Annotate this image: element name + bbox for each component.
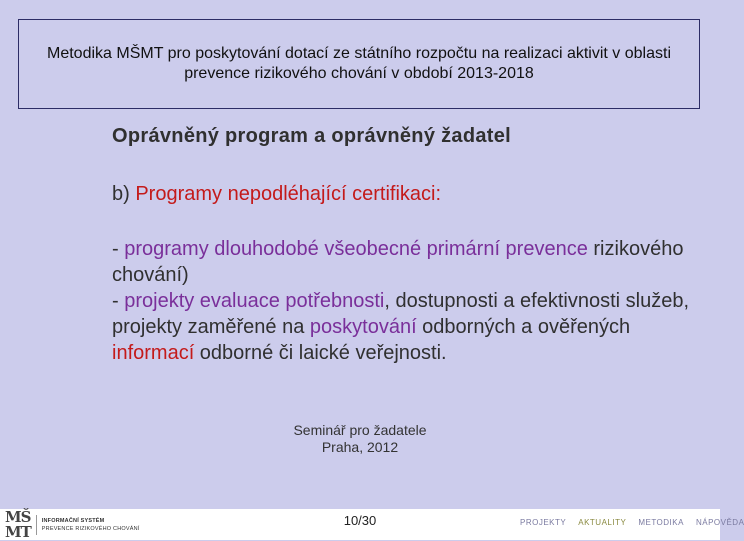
logo-mark [5,510,31,540]
logo-line-2: PREVENCE RIZIKOVÉHO CHOVÁNÍ [41,526,140,532]
logo-divider [36,515,37,535]
nav-aktuality[interactable]: AKTUALITY [578,518,627,527]
section-heading: Oprávněný program a oprávněný žadatel [112,125,511,147]
subheading [112,183,441,206]
p2-highlight-2: poskytování [309,316,417,338]
seminar-caption [230,422,490,456]
logo-line-1: INFORMAČNÍ SYSTÉM [41,518,105,524]
nav-projekty[interactable]: PROJEKTY [520,518,567,527]
seminar-line-1: Seminář pro žadatele [293,422,427,438]
seminar-line-2: Praha, 2012 [321,439,399,455]
p2-dash: - [112,290,125,312]
footer-bar [0,508,744,541]
nav-metodika[interactable]: METODIKA [638,518,684,527]
p2-highlight-1: projekty evaluace potřebnosti [124,290,385,312]
subheading-prefix: b) [112,183,136,205]
logo-mark-top: MŠ [5,508,31,526]
slide-title: Metodika MŠMT pro poskytování dotací ze státního rozpočtu na realizaci aktivit v oblasti prevence rizikového chování v období 2013-2018 [47,45,671,82]
p2-mid: , dostupnosti a efektivnosti služeb, projekty zaměřené na [112,290,689,338]
title-box [18,19,700,109]
body-text [112,236,702,366]
p1-dash: - [112,238,125,260]
logo-mark-bottom: MT [5,523,31,541]
page-number: 10/30 [343,513,377,528]
p1-rest: rizikového chování) [112,238,684,286]
msmt-logo[interactable] [5,508,140,541]
p1-highlight: programy dlouhodobé všeobecné primární prevence [124,238,588,260]
footer-nav [520,518,744,527]
paragraph-projects [112,288,702,366]
p2-mid2: odborných a ověřených [416,316,631,338]
subheading-main: Programy nepodléhající certifikaci: [135,183,442,205]
nav-napoveda[interactable]: NÁPOVĚDA [695,518,744,527]
logo-text [42,517,140,533]
p2-highlight-3: informací [112,342,195,364]
p2-end: odborné či laické veřejnosti. [194,342,447,364]
paragraph-programs [112,236,702,288]
